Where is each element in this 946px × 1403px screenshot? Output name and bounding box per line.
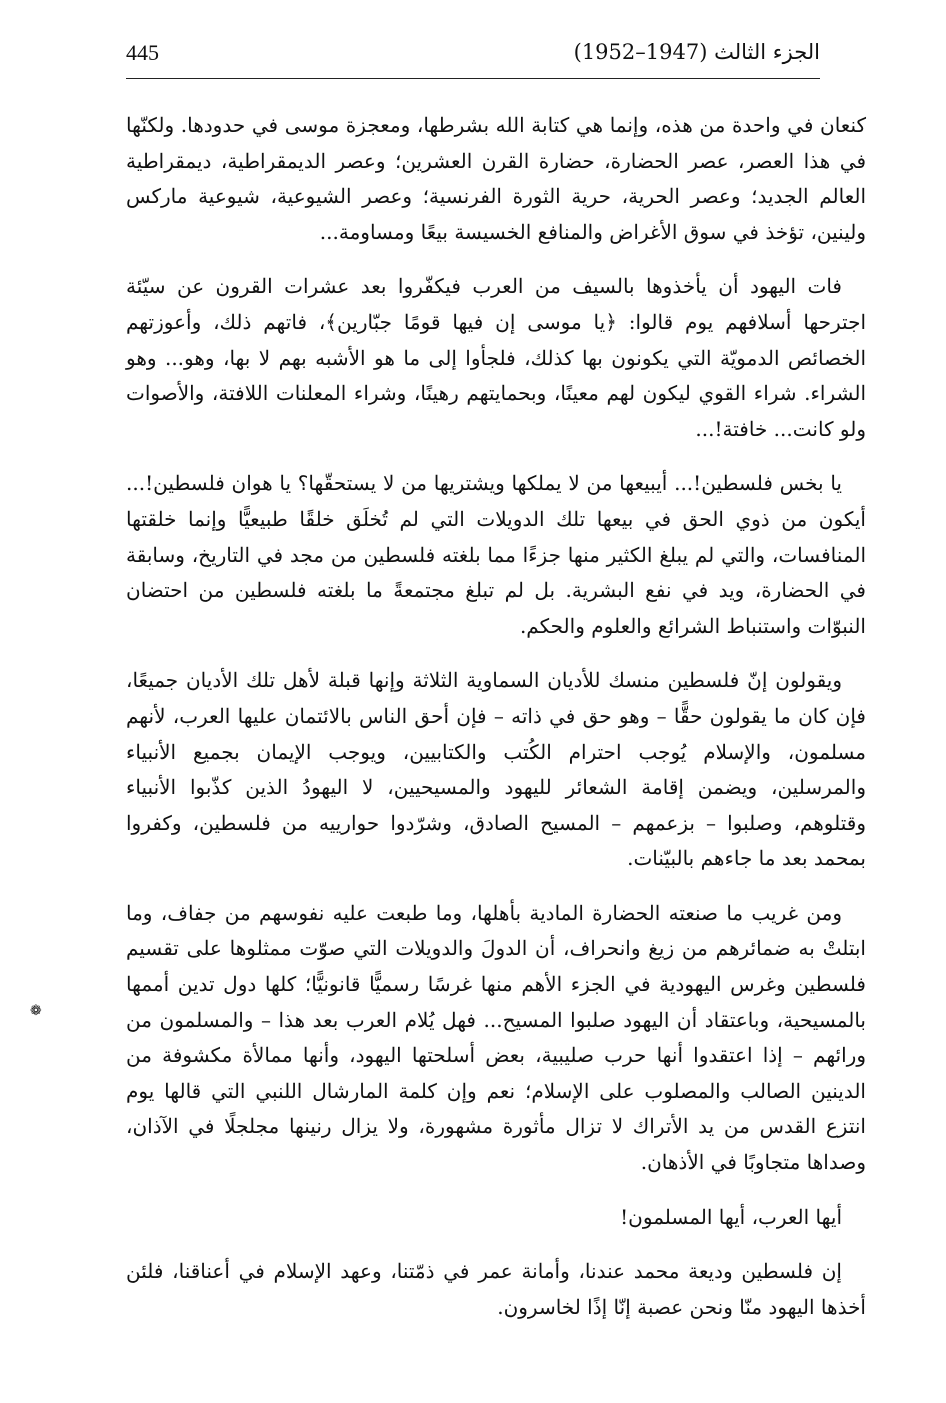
- paragraph: يا بخس فلسطين!... أيبيعها من لا يملكها ويشتريها من لا يستحقّها؟ يا هوان فلسطين!... أيكون من ذوي الحق في بيعها تلك الدويلات التي لم تُخلَق خلقًا طبيعيًّا وإنما خلقتها المنافسات، والتي لم يبلغ الكثير منها جزءًا مما بلغته فلسطين من مجد في التاريخ، وسابقة في الحضارة، ويد في نفع البشرية. بل لم تبلغ مجتمعةً ما بلغته فلسطين من احتضان النبوّات واستنباط الشرائع والعلوم والحكم.: [126, 471, 866, 638]
- paragraph: ويقولون إنّ فلسطين منسك للأديان السماوية الثلاثة وإنها قبلة لأهل تلك الأديان جميعًا، فإن كان ما يقولون حقًّا – وهو حق في ذاته – فإن أحق الناس بالائتمان عليها العرب، لأنهم مسلمون، والإسلام يُوجب احترام الكُتب والكتابيين، ويوجب الإيمان بجميع الأنبياء والمرسلين، ويضمن إقامة الشعائر لليهود والمسيحيين، لا اليهودُ الذين كذّبوا الأنبياء وقتلوهم، وصلبوا – بزعمهم – المسيح الصادق، وشرّدوا حوارييه من فلسطين، وكفروا بمحمد بعد ما جاءهم بالبيّنات.: [126, 668, 866, 871]
- paragraph: كنعان في واحدة من هذه، وإنما هي كتابة الله بشرطها، ومعجزة موسى في حدودها. ولكنّها في هذا العصر، عصر الحضارة، حضارة القرن العشرين؛ وعصر الديمقراطية، ديمقراطية العالم الجديد؛ وعصر الحرية، حرية الثورة الفرنسية؛ وعصر الشيوعية، شيوعية ماركس ولينين، تؤخذ في سوق الأغراض والمنافع الخسيسة بيعًا ومساومة...: [126, 113, 866, 244]
- paragraph: أيها العرب، أيها المسلمون!: [620, 1204, 842, 1229]
- running-header: [126, 38, 820, 79]
- running-title: الجزء الثالث (1947–1952): [573, 40, 820, 64]
- body-text: [126, 108, 866, 1344]
- page-number: 445: [126, 40, 159, 65]
- margin-ornament-icon: ❁: [30, 1003, 42, 1019]
- paragraph: فات اليهود أن يأخذوها بالسيف من العرب فيكفّروا بعد عشرات القرون عن سيّئة اجترحها أسلافهم يوم قالوا: ﴿يا موسى إن فيها قومًا جبّارين﴾، فاتهم ذلك، وأعوزتهم الخصائص الدمويّة التي يكونون بها كذلك، فلجأوا إلى ما هو الأشبه بهم لا بها، وهو... وهو الشراء. شراء القوي ليكون لهم معينًا، وبحمايتهم رهينًا، وشراء المعلنات اللافتة، والأصوات ولو كانت... خافتة!...: [126, 274, 866, 441]
- paragraph: إن فلسطين وديعة محمد عندنا، وأمانة عمر في ذمّتنا، وعهد الإسلام في أعناقنا، فلئن أخذها اليهود منّا ونحن عصبة إنّا إذًا لخاسرون.: [126, 1259, 866, 1319]
- paragraph: ومن غريب ما صنعته الحضارة المادية بأهلها، وما طبعت عليه نفوسهم من جفاف، وما ابتلتْ به ضمائرهم من زيغ وانحراف، أن الدولَ والدويلات التي صوّت ممثلوها على تقسيم فلسطين وغرس اليهودية في الجزء الأهم منها غرسًا رسميًّا قانونيًّا؛ كلها دول تدين أممها بالمسيحية، وباعتقاد أن اليهود صلبوا المسيح... فهل يُلام العرب بعد هذا – والمسلمون من ورائهم – إذا اعتقدوا أنها حرب صليبية، بعض أسلحتها اليهود، وأنها ممالأة مكشوفة من الدينين الصالب والمصلوب على الإسلام؛ نعم وإن كلمة المارشال اللنبي التي قالها يوم انتزع القدس من يد الأتراك لا تزال مأثورة مشهورة، ولا يزال رنينها مجلجلًا في الآذان، وصداها متجاوبًا في الأذهان.: [126, 900, 866, 1175]
